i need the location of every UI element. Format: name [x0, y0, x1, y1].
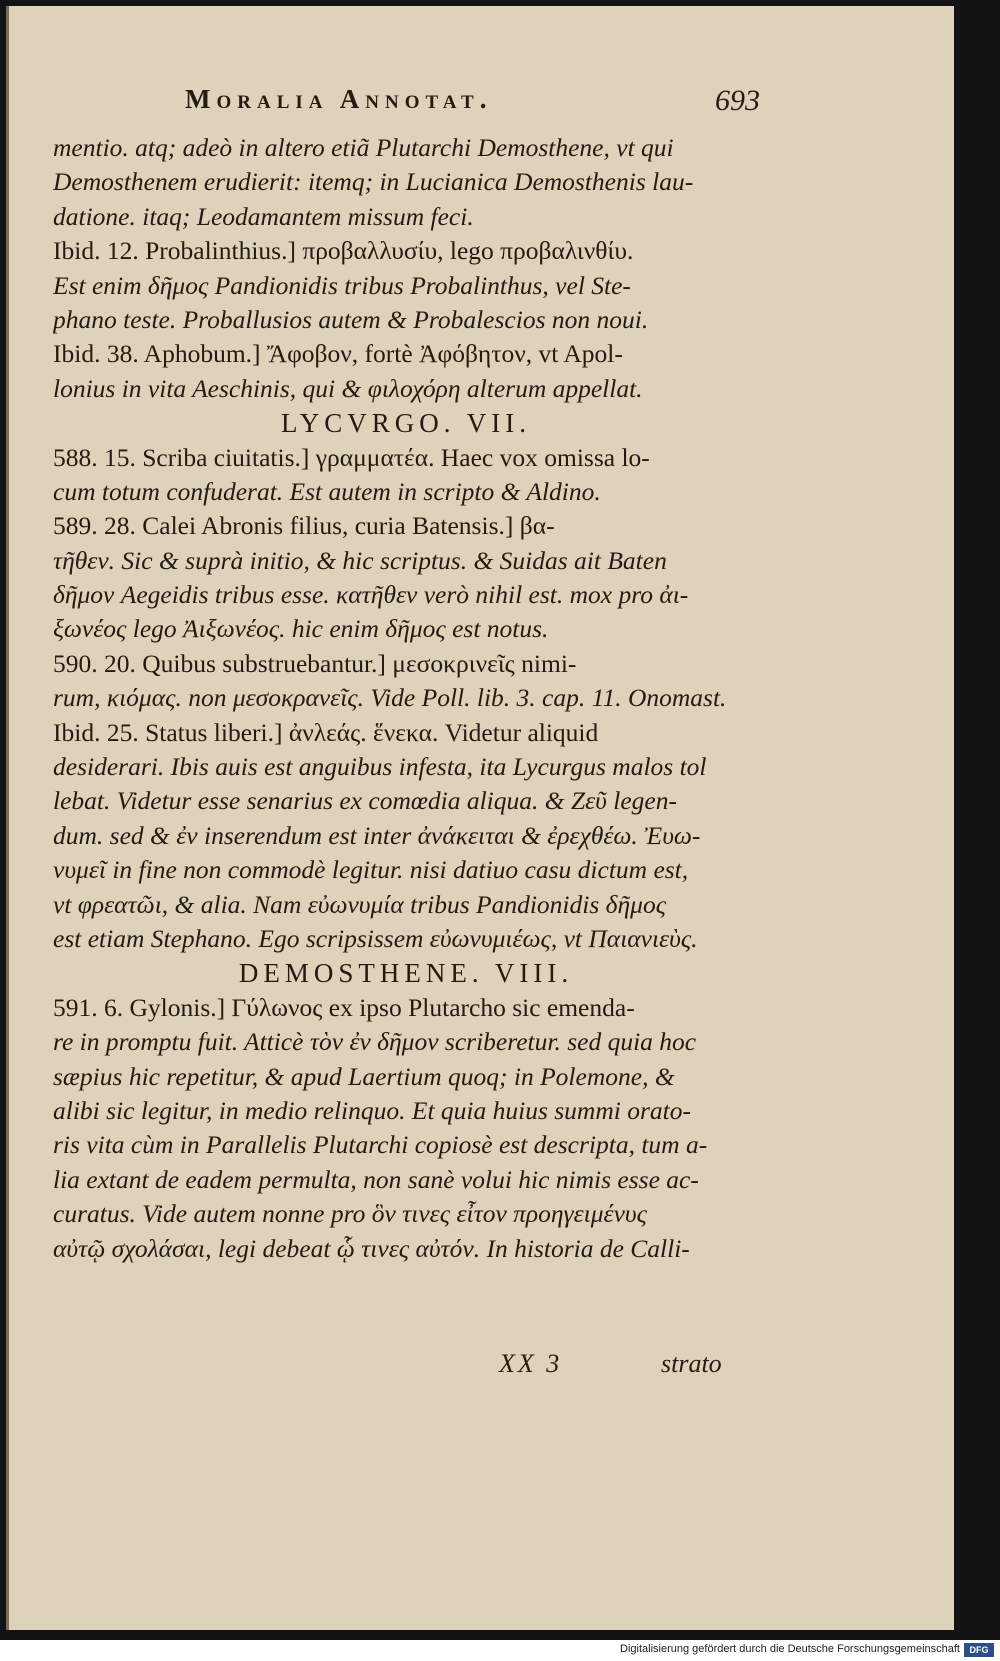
funding-credit: Digitalisierung gefördert durch die Deutsche Forschungsgemeinschaft	[620, 1643, 960, 1655]
text-line: ξωνέος lego Ἀιξωνέος. hic enim δῆμος est notus.	[53, 614, 549, 644]
text-line: mentio. atq; adeò in altero etiã Plutarchi Demosthene, vt qui	[53, 133, 674, 162]
annotation-text	[53, 131, 759, 1266]
text-line: re in promptu fuit. Atticè τὸν ἐν δῆμον scriberetur. sed quia hoc	[53, 1027, 697, 1057]
text-line: dum. sed & ἐν inserendum est inter ἀνάκειται & ἐρεχθέω. Ἐυω-	[53, 820, 701, 850]
text-line: 589. 28. Calei Abronis filius, curia Batensis.] βα-	[53, 511, 555, 541]
text-line: est etiam Stephano. Ego scripsissem εὐωνυμιέως, vt Παιανιεὺς.	[53, 923, 698, 953]
text-line: alibi sic legitur, in medio relinquo. Et quia huius summi orato-	[53, 1095, 691, 1125]
text-line: phano teste. Proballusios autem & Probalescios non noui.	[53, 304, 649, 334]
text-line: τῆθεν. Sic & suprà initio, & hic scriptus. & Suidas ait Baten	[53, 545, 667, 575]
text-line: ris vita cùm in Parallelis Plutarchi copiosè est descripta, tum a-	[53, 1130, 708, 1160]
text-line: vt φρεατῶι, & alia. Nam εὐωνυμία tribus Pandionidis δῆμος	[53, 889, 667, 919]
running-head: Moralia Annotat.	[185, 84, 493, 114]
page-header	[185, 84, 760, 124]
signature-mark: XX 3	[499, 1349, 563, 1378]
text-line: αὐτῷ σχολάσαι, legi debeat ᾧ τινες αὐτόν. In historia de Calli-	[53, 1233, 690, 1263]
text-line: 590. 20. Quibus substruebantur.] μεσοκρινεῖς nimi-	[53, 648, 577, 678]
text-line: Demosthenem erudierit: itemq; in Lucianica Demosthenis lau-	[53, 167, 694, 197]
dfg-logo-icon: DFG	[964, 1643, 994, 1657]
digitization-footer	[0, 1640, 1000, 1661]
text-line: Ibid. 12. Probalinthius.] προβαλλυσίυ, lego προβαλινθίυ.	[53, 236, 634, 266]
text-line: rum, κιόμας. non μεσοκρανεῖς. Vide Poll. lib. 3. cap. 11. Onomast.	[53, 683, 727, 713]
text-line: datione. itaq; Leodamantem missum feci.	[53, 201, 474, 231]
text-line: Ibid. 25. Status liberi.] ἀνλεάς. ἕνεκα. Videtur aliquid	[53, 717, 599, 747]
text-line: Ibid. 38. Aphobum.] Ἄφοβον, fortè Ἀφόβητον, vt Apol-	[53, 339, 623, 369]
text-line: sæpius hic repetitur, & apud Laertium quoq; in Polemone, &	[53, 1061, 675, 1091]
text-line: lonius in vita Aeschinis, qui & φιλοχόρη alterum appellat.	[53, 373, 643, 403]
text-line: lia extant de eadem permulta, non sanè volui hic nimis esse ac-	[53, 1164, 699, 1194]
section-heading: LYCVRGO. VII.	[280, 408, 532, 439]
text-line: cum totum confuderat. Est autem in scripto & Aldino.	[53, 476, 601, 506]
catchword: strato	[661, 1349, 722, 1378]
text-line: lebat. Videtur esse senarius ex comœdia aliqua. & Ζεῦ legen-	[53, 786, 677, 816]
section-heading: DEMOSTHENE. VIII.	[238, 958, 574, 989]
text-line: Est enim δῆμος Pandionidis tribus Probalinthus, vel Ste-	[53, 270, 631, 300]
text-line: curatus. Vide autem nonne pro ὃν τινες εἶτον προηγειμένυς	[53, 1199, 647, 1229]
text-line: νυμεῖ in fine non commodè legitur. nisi datiuo casu dictum est,	[53, 855, 689, 885]
text-line: 588. 15. Scriba ciuitatis.] γραμματέα. Haec vox omissa lo-	[53, 442, 650, 472]
text-line: δῆμον Aegeidis tribus esse. κατῆθεν verò nihil est. mox pro ἀι-	[53, 580, 689, 610]
page-number: 693	[715, 84, 760, 117]
text-line: 591. 6. Gylonis.] Γύλωνος ex ipso Plutarcho sic emenda-	[53, 992, 635, 1022]
text-line: desiderari. Ibis auis est anguibus infesta, ita Lycurgus malos tol	[53, 752, 707, 782]
book-page	[6, 6, 954, 1630]
